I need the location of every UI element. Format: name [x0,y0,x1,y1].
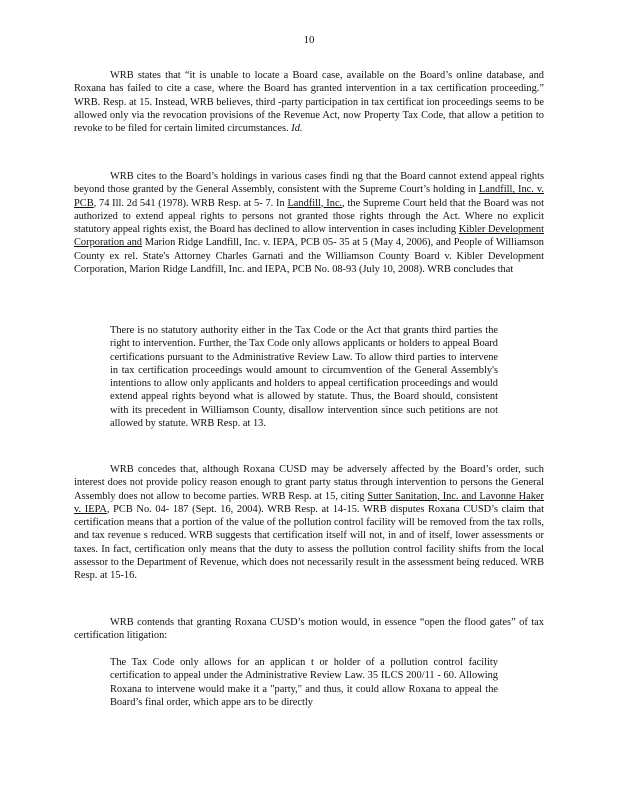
paragraph-wrb-contends: WRB contends that granting Roxana CUSD’s motion would, in essence “open the flood gates” of tax certification litigation: [74,617,544,642]
paragraph-text: WRB cites to the Board’s holdings in various cases findi ng that the Board cannot extend appeal rights beyond those granted by the General Assembly, consistent with the Supreme Court’s holding in [74,171,544,196]
case-citation-sutter: Sutter Sanitation, Inc. and Lavonne Haker v. IEPA [74,490,544,515]
case-citation-kibler: Kibler Development Corporation and [74,224,544,249]
case-citation-landfill: Landfill, Inc. v. PCB [74,184,544,209]
id-citation: Id. [291,123,303,135]
paragraph-wrb-states [74,69,544,135]
paragraph-text: , the Supreme Court held that the Board was not authorized to extend appeal rights to persons not granted those rights through the Act. Where no explicit statutory appeal rights exist, the Board has declined to allow intervention in cases including [74,197,544,236]
paragraph-wrb-concedes [74,463,544,583]
page-number: 10 [303,34,315,46]
paragraph-text: , PCB No. 04- 187 (Sept. 16, 2004). WRB Resp. at 14-15. WRB disputes Roxana CUSD’s claim that certification means that a portion of the value of the pollution control facility will be removed from the tax rolls, and tax revenue s reduced. WRB suggests that certification itself will not, in and of itself, lower assessments or taxes. In fact, certification only means that the duty to assess the pollution control facility shifts from the local assessor to the Department of Revenue, which does not necessarily result in the assessment being reduced. WRB Resp. at 15-16. [74,503,544,582]
paragraph-wrb-cites [74,170,544,276]
paragraph-text: , 74 Ill. 2d 541 (1978). WRB Resp. at 5- 7. In [93,197,288,209]
paragraph-text: Marion Ridge Landfill, Inc. v. IEPA, PCB 05- 35 at 5 (May 4, 2006), and People of Williamson County ex rel. State's Attorney Charles Garnati and the Williamson County Board v. Kibler Development Corporation, Marion Ridge Landfill, Inc. and IEPA, PCB No. 08-93 (July 10, 2008). WRB concludes that [74,237,544,276]
paragraph-text: WRB concedes that, although Roxana CUSD may be adversely affected by the Board’s order, such interest does not provide policy reason enough to grant party status through intervention to persons the General Assembly does not allow to become parties. WRB Resp. at 15, citing [74,464,544,502]
case-citation-landfill-short: Landfill, Inc. [287,197,343,209]
block-quote-tax-code: The Tax Code only allows for an applican t or holder of a pollution control facility certification to appeal under the Administrative Review Law. 35 ILCS 200/11 - 60. Allowing Roxana to intervene would make it a "party," and thus, it could allow Roxana to appeal the Board’s final order, which appe ars to be directly [110,657,498,708]
block-quote-statutory-authority: There is no statutory authority either in the Tax Code or the Act that grants third parties the right to intervention. Further, the Tax Code only allows applicants or holders to appeal Board certifications pursuant to the Administrative Review Law. To allow third parties to intervene in tax certification proceedings would amount to circumvention of the General Assembly's intentions to allow only applicants and holders to appeal certification proceedings and would extend appeal rights beyond what is allowed by statute. Thus, the Board should, consistent with its precedent in Williamson County, disallow intervention since such petitions are not allowed by statute. WRB Resp. at 13. [110,325,498,430]
paragraph-text: WRB states that “it is unable to locate a Board case, available on the Board’s online database, and Roxana has failed to cite a case, where the Board has granted intervention in a tax certification proceeding.” WRB. Resp. at 15. Instead, WRB believes, third -party participation in tax certificat ion proceedings seems to be allowed only via the revocation provisions of the Revenue Act, now Property Tax Code, that allow a petition to revoke to be filed for certain limited circumstances. [74,70,544,135]
